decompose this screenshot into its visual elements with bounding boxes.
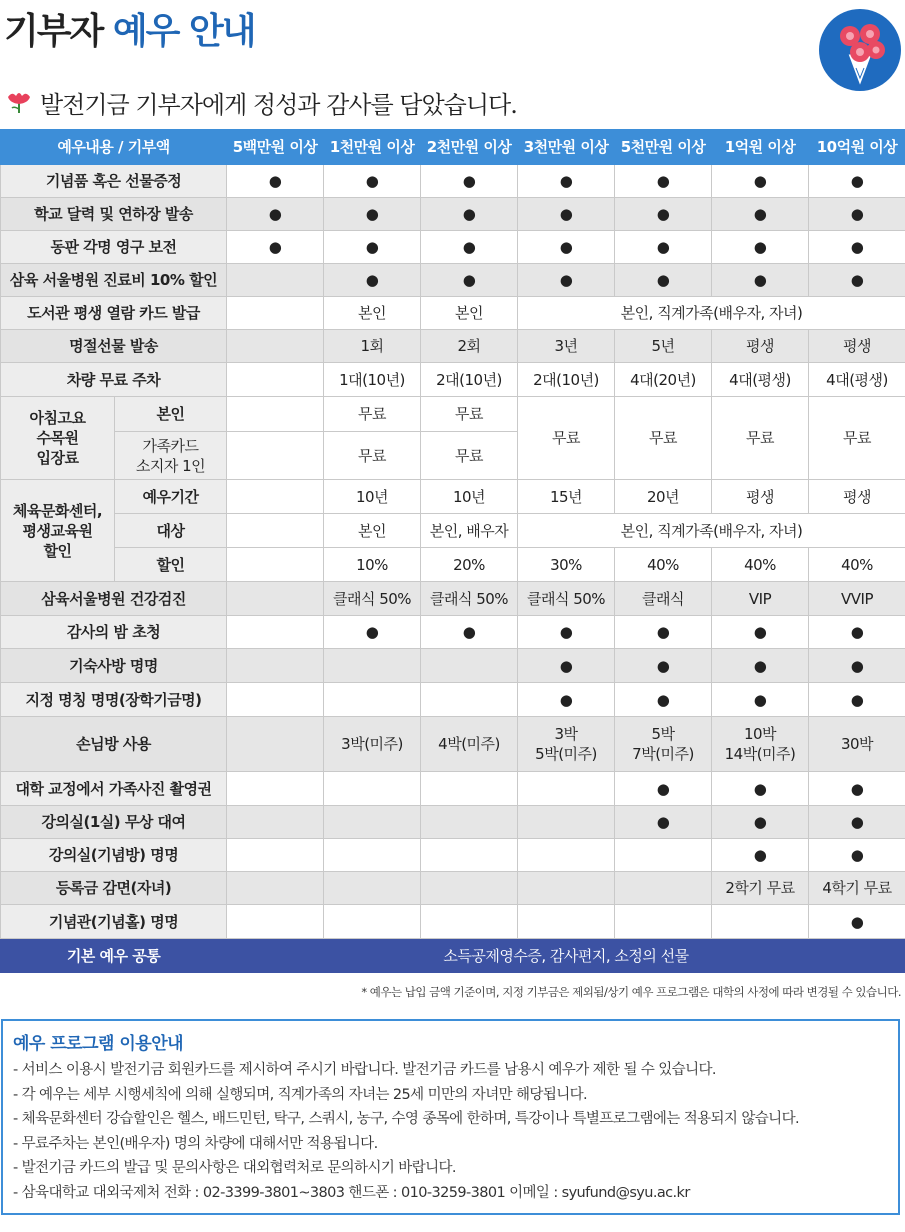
row-label: 지정 명칭 명명(장학기금명): [1, 683, 227, 717]
cell: 30박: [809, 717, 905, 772]
table-row: [1, 839, 905, 872]
check-dot: ●: [518, 616, 615, 649]
table-row: [1, 480, 905, 514]
check-dot: ●: [421, 198, 518, 231]
empty-cell: [227, 717, 324, 772]
sub-label: 본인: [115, 397, 227, 432]
check-dot: ●: [227, 165, 324, 198]
cell: 3년: [518, 330, 615, 363]
check-dot: ●: [421, 264, 518, 297]
check-dot: ●: [809, 806, 905, 839]
cell: 무료: [712, 397, 809, 480]
check-dot: ●: [518, 683, 615, 717]
table-row: [1, 264, 905, 297]
row-label: 대학 교정에서 가족사진 촬영권: [1, 772, 227, 806]
empty-cell: [324, 839, 421, 872]
empty-cell: [227, 297, 324, 330]
row-label: 기숙사방 명명: [1, 649, 227, 683]
cell: 본인, 직계가족(배우자, 자녀): [518, 514, 905, 548]
cell: 2대(10년): [421, 363, 518, 397]
check-dot: ●: [615, 772, 712, 806]
row-label: 체육문화센터, 평생교육원 할인: [1, 480, 115, 582]
empty-cell: [227, 905, 324, 939]
empty-cell: [421, 872, 518, 905]
check-dot: ●: [518, 264, 615, 297]
empty-cell: [227, 330, 324, 363]
empty-cell: [712, 905, 809, 939]
empty-cell: [324, 649, 421, 683]
sub-label: 대상: [115, 514, 227, 548]
tier-header: 3천만원 이상: [518, 130, 615, 165]
table-row: [1, 616, 905, 649]
carnation-icon: [4, 89, 34, 115]
empty-cell: [227, 514, 324, 548]
check-dot: ●: [227, 231, 324, 264]
check-dot: ●: [809, 839, 905, 872]
cell: 4박(미주): [421, 717, 518, 772]
cell: 본인: [324, 297, 421, 330]
empty-cell: [227, 616, 324, 649]
info-line: - 삼육대학교 대외국제처 전화 : 02-3399-3801~3803 핸드폰 : 010-3259-3801 이메일 : syufund@syu.ac.kr: [13, 1184, 690, 1201]
info-line: - 체육문화센터 강습할인은 헬스, 배드민턴, 탁구, 스쿼시, 농구, 수영 종목에 한하며, 특강이나 특별프로그램에는 적용되지 않습니다.: [13, 1111, 799, 1127]
info-line: - 발전기금 카드의 발급 및 문의사항은 대외협력처로 문의하시기 바랍니다.: [13, 1160, 456, 1176]
table-header-row: [1, 130, 905, 165]
cell: 클래식 50%: [518, 582, 615, 616]
empty-cell: [227, 839, 324, 872]
check-dot: ●: [324, 198, 421, 231]
check-dot: ●: [712, 772, 809, 806]
empty-cell: [324, 872, 421, 905]
row-label: 학교 달력 및 연하장 발송: [1, 198, 227, 231]
cell: 10년: [324, 480, 421, 514]
row-label: 감사의 밤 초청: [1, 616, 227, 649]
cell: 평생: [712, 330, 809, 363]
check-dot: ●: [421, 616, 518, 649]
row-label: 강의실(1실) 무상 대여: [1, 806, 227, 839]
table-row: [1, 683, 905, 717]
cell: 평생: [712, 480, 809, 514]
row-label: 등록금 감면(자녀): [1, 872, 227, 905]
table-row: [1, 297, 905, 330]
cell: 클래식 50%: [421, 582, 518, 616]
cell: VIP: [712, 582, 809, 616]
cell: 30%: [518, 548, 615, 582]
empty-cell: [227, 548, 324, 582]
cell: 4대(평생): [712, 363, 809, 397]
empty-cell: [615, 872, 712, 905]
table-row: [1, 872, 905, 905]
cell: 무료: [421, 432, 518, 480]
check-dot: ●: [324, 165, 421, 198]
row-label: 아침고요 수목원 입장료: [1, 397, 115, 480]
check-dot: ●: [518, 198, 615, 231]
footnote: * 예우는 납입 금액 기준이며, 지정 기부금은 제외됨/상기 예우 프로그램은 대학의 사정에 따라 변경될 수 있습니다.: [361, 985, 901, 999]
page-title: 기부자 예우 안내: [4, 11, 255, 52]
empty-cell: [227, 363, 324, 397]
empty-cell: [518, 905, 615, 939]
cell: 40%: [615, 548, 712, 582]
check-dot: ●: [809, 165, 905, 198]
info-title: 예우 프로그램 이용안내: [13, 1034, 184, 1054]
table-row: [1, 772, 905, 806]
cell: 클래식 50%: [324, 582, 421, 616]
sub-label: 가족카드 소지자 1인: [115, 432, 227, 480]
check-dot: ●: [712, 165, 809, 198]
cell: 무료: [324, 432, 421, 480]
cell: 5년: [615, 330, 712, 363]
table-row: [1, 582, 905, 616]
header-label: 예우내용 / 기부액: [1, 130, 227, 165]
tier-header: 1천만원 이상: [324, 130, 421, 165]
cell: 무료: [615, 397, 712, 480]
check-dot: ●: [227, 198, 324, 231]
table-row: [1, 905, 905, 939]
cell: 1회: [324, 330, 421, 363]
empty-cell: [518, 772, 615, 806]
empty-cell: [421, 649, 518, 683]
cell: 2학기 무료: [712, 872, 809, 905]
cell: 40%: [712, 548, 809, 582]
check-dot: ●: [809, 616, 905, 649]
check-dot: ●: [712, 683, 809, 717]
table-row: [1, 198, 905, 231]
cell: 평생: [809, 330, 905, 363]
cell: 1대(10년): [324, 363, 421, 397]
check-dot: ●: [615, 683, 712, 717]
cell: 본인, 직계가족(배우자, 자녀): [518, 297, 905, 330]
cell: 20년: [615, 480, 712, 514]
cell: 10%: [324, 548, 421, 582]
check-dot: ●: [809, 905, 905, 939]
empty-cell: [421, 683, 518, 717]
cell: 무료: [518, 397, 615, 480]
empty-cell: [421, 806, 518, 839]
cell: 무료: [324, 397, 421, 432]
empty-cell: [615, 839, 712, 872]
empty-cell: [227, 872, 324, 905]
check-dot: ●: [518, 165, 615, 198]
info-line: - 무료주차는 본인(배우자) 명의 차량에 대해서만 적용됩니다.: [13, 1135, 378, 1152]
empty-cell: [324, 683, 421, 717]
cell: 10박 14박(미주): [712, 717, 809, 772]
check-dot: ●: [615, 649, 712, 683]
cell: 20%: [421, 548, 518, 582]
row-label: 삼육 서울병원 진료비 10% 할인: [1, 264, 227, 297]
table-row: [1, 649, 905, 683]
check-dot: ●: [809, 649, 905, 683]
table-row: [1, 363, 905, 397]
empty-cell: [518, 839, 615, 872]
check-dot: ●: [809, 198, 905, 231]
cell: 소득공제영수증, 감사편지, 소정의 선물: [227, 939, 905, 973]
cell: 4대(20년): [615, 363, 712, 397]
cell: 3박 5박(미주): [518, 717, 615, 772]
cell: 5박 7박(미주): [615, 717, 712, 772]
cell: 본인: [324, 514, 421, 548]
row-label: 강의실(기념방) 명명: [1, 839, 227, 872]
sub-label: 예우기간: [115, 480, 227, 514]
check-dot: ●: [518, 649, 615, 683]
row-label: 차량 무료 주차: [1, 363, 227, 397]
cell: 10년: [421, 480, 518, 514]
check-dot: ●: [809, 683, 905, 717]
empty-cell: [421, 839, 518, 872]
check-dot: ●: [615, 231, 712, 264]
cell: 3박(미주): [324, 717, 421, 772]
table-row: [1, 231, 905, 264]
empty-cell: [421, 772, 518, 806]
empty-cell: [227, 397, 324, 432]
tier-header: 1억원 이상: [712, 130, 809, 165]
check-dot: ●: [712, 616, 809, 649]
tier-header: 5백만원 이상: [227, 130, 324, 165]
check-dot: ●: [615, 264, 712, 297]
empty-cell: [227, 683, 324, 717]
cell: 본인, 배우자: [421, 514, 518, 548]
cell: 클래식: [615, 582, 712, 616]
check-dot: ●: [809, 264, 905, 297]
check-dot: ●: [518, 231, 615, 264]
empty-cell: [227, 264, 324, 297]
empty-cell: [421, 905, 518, 939]
table-row: [1, 514, 905, 548]
empty-cell: [518, 872, 615, 905]
row-label: 기념관(기념홀) 명명: [1, 905, 227, 939]
subtitle-text: 발전기금 기부자에게 정성과 감사를 담았습니다.: [40, 90, 517, 119]
subtitle: [4, 82, 517, 122]
info-line: - 각 예우는 세부 시행세칙에 의해 실행되며, 직계가족의 자녀는 25세 미만의 자녀만 해당됩니다.: [13, 1086, 588, 1103]
row-label: 기념품 혹은 선물증정: [1, 165, 227, 198]
empty-cell: [615, 905, 712, 939]
table-row: [1, 548, 905, 582]
table-row: [1, 806, 905, 839]
info-line: - 서비스 이용시 발전기금 회원카드를 제시하여 주시기 바랍니다. 발전기금 카드를 남용시 예우가 제한 될 수 있습니다.: [13, 1062, 716, 1078]
empty-cell: [518, 806, 615, 839]
check-dot: ●: [809, 231, 905, 264]
row-label: 도서관 평생 열람 카드 발급: [1, 297, 227, 330]
check-dot: ●: [324, 616, 421, 649]
check-dot: ●: [615, 198, 712, 231]
cell: 본인: [421, 297, 518, 330]
table-row: [1, 165, 905, 198]
table-row: [1, 397, 905, 432]
tier-header: 5천만원 이상: [615, 130, 712, 165]
check-dot: ●: [615, 616, 712, 649]
row-label: 기본 예우 공통: [1, 939, 227, 973]
check-dot: ●: [809, 772, 905, 806]
row-label: 손님방 사용: [1, 717, 227, 772]
check-dot: ●: [712, 264, 809, 297]
benefits-table: [0, 129, 905, 973]
cell: 4대(평생): [809, 363, 905, 397]
tier-header: 10억원 이상: [809, 130, 905, 165]
empty-cell: [227, 772, 324, 806]
empty-cell: [324, 806, 421, 839]
cell: 4학기 무료: [809, 872, 905, 905]
cell: 무료: [421, 397, 518, 432]
check-dot: ●: [421, 165, 518, 198]
row-label: 동판 각명 영구 보전: [1, 231, 227, 264]
check-dot: ●: [712, 231, 809, 264]
cell: 2회: [421, 330, 518, 363]
sub-label: 할인: [115, 548, 227, 582]
check-dot: ●: [615, 165, 712, 198]
empty-cell: [227, 582, 324, 616]
cell: 15년: [518, 480, 615, 514]
empty-cell: [227, 432, 324, 480]
cell: VVIP: [809, 582, 905, 616]
empty-cell: [227, 480, 324, 514]
check-dot: ●: [421, 231, 518, 264]
tier-header: 2천만원 이상: [421, 130, 518, 165]
cell: 무료: [809, 397, 905, 480]
empty-cell: [227, 649, 324, 683]
info-box: [1, 1019, 900, 1215]
empty-cell: [227, 806, 324, 839]
table-row: [1, 717, 905, 772]
empty-cell: [324, 772, 421, 806]
table-footer-row: [1, 939, 905, 973]
check-dot: ●: [712, 806, 809, 839]
cell: 평생: [809, 480, 905, 514]
check-dot: ●: [712, 839, 809, 872]
check-dot: ●: [324, 264, 421, 297]
cell: 2대(10년): [518, 363, 615, 397]
table-row: [1, 330, 905, 363]
empty-cell: [324, 905, 421, 939]
check-dot: ●: [324, 231, 421, 264]
check-dot: ●: [712, 649, 809, 683]
row-label: 명절선물 발송: [1, 330, 227, 363]
row-label: 삼육서울병원 건강검진: [1, 582, 227, 616]
cell: 40%: [809, 548, 905, 582]
check-dot: ●: [712, 198, 809, 231]
check-dot: ●: [615, 806, 712, 839]
flower-bouquet-logo: [818, 8, 902, 92]
